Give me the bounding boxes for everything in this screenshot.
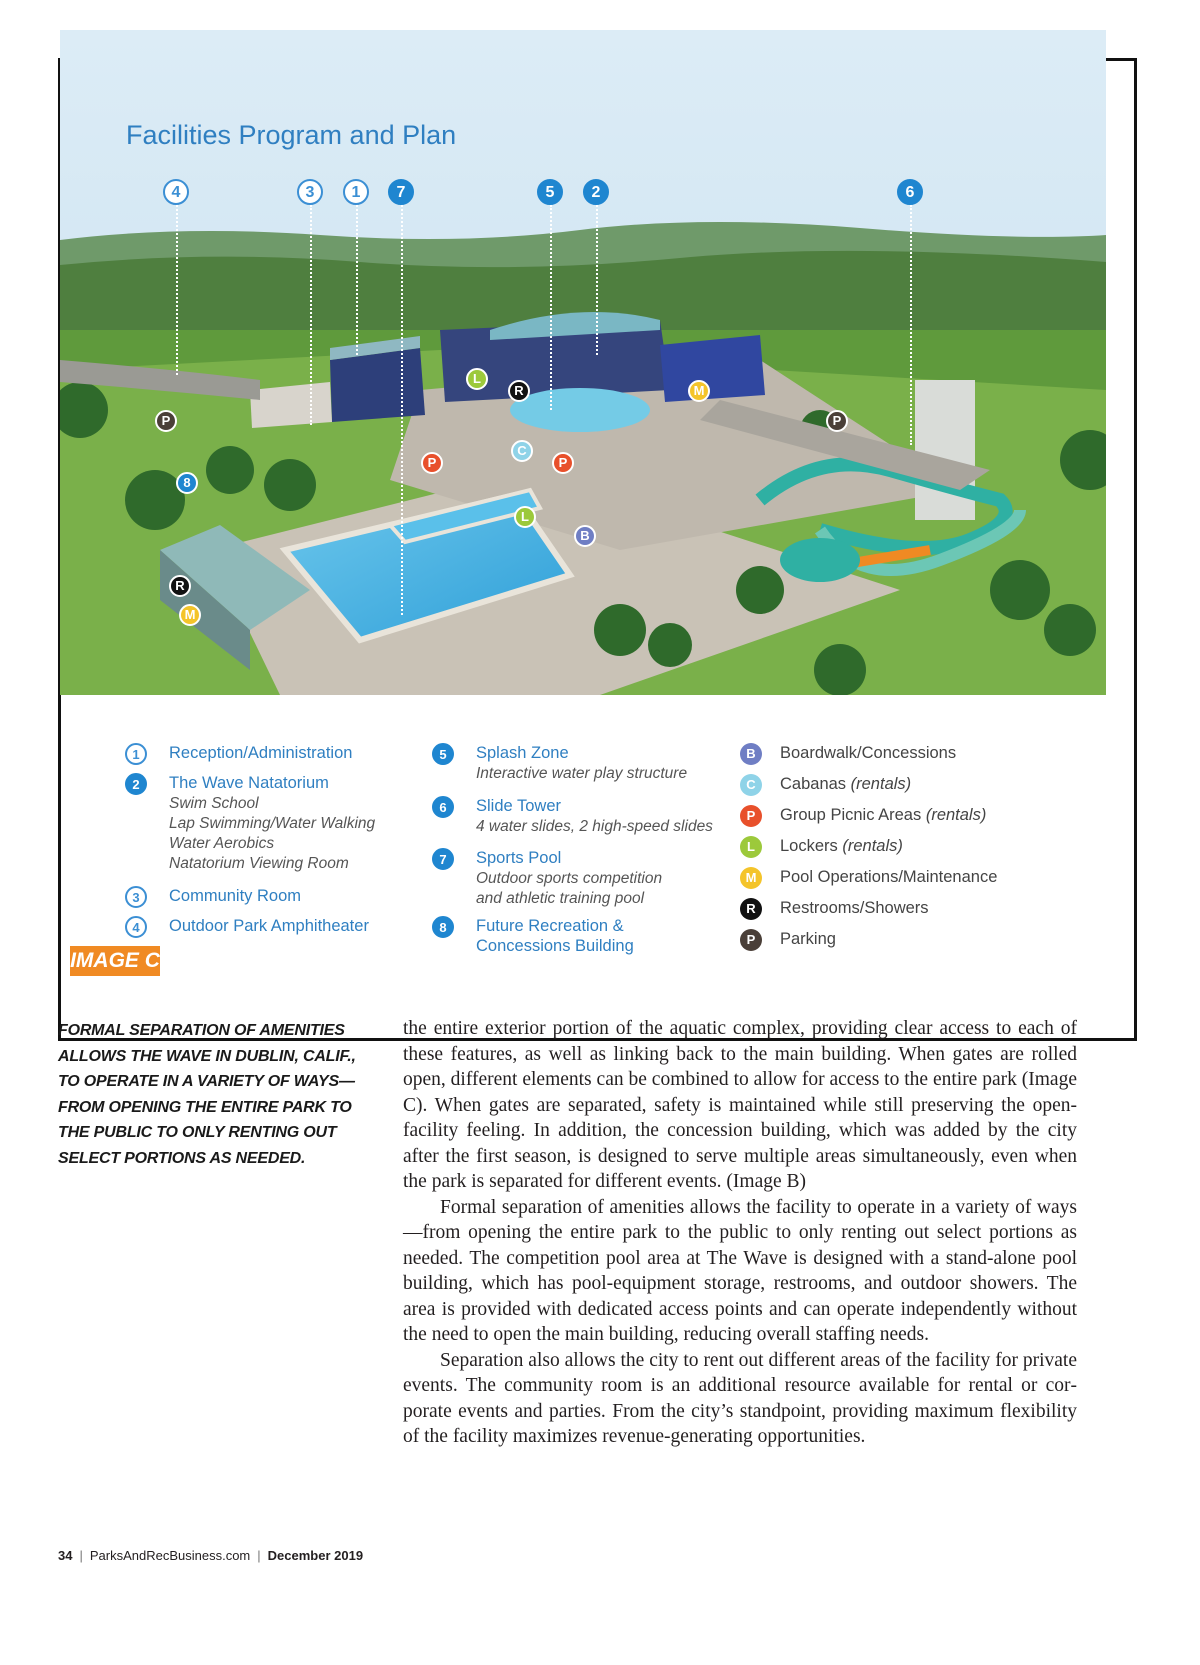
footer-site: ParksAndRecBusiness.com	[89, 1548, 251, 1563]
legend-title: Future Recreation &	[476, 917, 624, 935]
map-marker-picnic: P	[421, 452, 443, 474]
caption-line: ALLOWS THE WAVE IN DUBLIN, CALIF.,	[58, 1047, 356, 1065]
map-marker-lockers: L	[514, 506, 536, 528]
map-marker-8: 8	[176, 472, 198, 494]
legend-title: Sports Pool	[476, 849, 562, 867]
leader-line	[596, 205, 598, 355]
map-marker-lockers: L	[466, 368, 488, 390]
legend-text: Pool Operations/Maintenance	[780, 868, 998, 886]
pin-marker: 2	[583, 179, 609, 205]
pin-marker: 3	[297, 179, 323, 205]
pin-marker: 4	[163, 179, 189, 205]
map-marker-cabanas: C	[511, 440, 533, 462]
page-footer	[58, 1548, 363, 1563]
legend-number-badge: 3	[125, 886, 147, 908]
legend-text: Lockers (rentals)	[780, 837, 903, 855]
legend-title: Splash Zone	[476, 744, 569, 762]
map-marker-maintenance: M	[179, 604, 201, 626]
legend-letter-badge: P	[740, 805, 762, 827]
legend-letter-badge: M	[740, 867, 762, 889]
leader-line	[356, 205, 358, 355]
legend-number-badge: 5	[432, 743, 454, 765]
map-marker-restrooms: R	[169, 575, 191, 597]
legend-number-badge: 7	[432, 848, 454, 870]
map-marker-picnic: P	[552, 452, 574, 474]
legend-title: Concessions Building	[476, 937, 634, 955]
pin-marker: 6	[897, 179, 923, 205]
legend-text: Cabanas (rentals)	[780, 775, 912, 793]
legend-letter-badge: L	[740, 836, 762, 858]
legend-letter-badge: P	[740, 929, 762, 951]
caption-line: SELECT PORTIONS AS NEEDED.	[58, 1149, 306, 1167]
legend-subtitle: Swim School	[169, 795, 259, 812]
map-marker-restrooms: R	[508, 380, 530, 402]
leader-line	[176, 205, 178, 375]
pin-marker: 1	[343, 179, 369, 205]
legend-letter-badge: R	[740, 898, 762, 920]
legend-title: Outdoor Park Amphitheater	[169, 917, 369, 935]
map-marker-parking: P	[155, 410, 177, 432]
legend-subtitle: Natatorium Viewing Room	[169, 855, 349, 872]
caption-line: FORMAL SEPARATION OF AMENITIES	[58, 1022, 345, 1039]
legend-letter-badge: B	[740, 743, 762, 765]
pin-marker: 7	[388, 179, 414, 205]
legend-text: Boardwalk/Concessions	[780, 744, 957, 762]
footer-separator: |	[79, 1548, 83, 1563]
pin-marker: 5	[537, 179, 563, 205]
leader-line	[401, 205, 403, 615]
legend-subtitle: Outdoor sports competition	[476, 870, 663, 887]
footer-separator: |	[257, 1548, 261, 1563]
caption-line: TO OPERATE IN A VARIETY OF WAYS—	[58, 1073, 355, 1090]
footer-date: December 2019	[267, 1548, 364, 1563]
legend-text: Group Picnic Areas (rentals)	[780, 806, 987, 824]
leader-line	[910, 205, 912, 445]
legend-title: The Wave Natatorium	[169, 774, 329, 792]
figure-title: Facilities Program and Plan	[126, 120, 457, 150]
legend-subtitle: Water Aerobics	[169, 835, 275, 852]
legend-subtitle: Interactive water play structure	[476, 765, 688, 782]
article-paragraph: Formal separation of amenities allows the facility to operate in a variety of ways—from opening the entire park to the public to only renting out select portions as needed. The competition pool area at The Wave is designed with a stand-alone pool building, which has pool-equipment storage, restrooms, and outdoor showers. The area is provided with dedicated access points and can operate independently without the need to open the main building, reducing overall staffing needs.	[403, 1196, 1077, 1345]
legend-number-badge: 8	[432, 916, 454, 938]
article-body	[403, 1016, 1077, 1450]
leader-line	[310, 205, 312, 425]
map-marker-boardwalk: B	[574, 525, 596, 547]
image-label: IMAGE C	[70, 946, 160, 976]
legend-subtitle: Lap Swimming/Water Walking	[169, 815, 376, 832]
legend-number-badge: 2	[125, 773, 147, 795]
caption-line: FROM OPENING THE ENTIRE PARK TO	[58, 1098, 352, 1116]
legend-text: Parking	[780, 930, 836, 948]
legend-text: Restrooms/Showers	[780, 899, 929, 917]
article-paragraph: Separation also allows the city to rent out different areas of the facility for private events. The community room is an additional resource available for rental or corporate events and parties. From the city’s standpoint, providing maximum flexibility of the facility maximizes revenue-generating opportunities.	[403, 1349, 1077, 1447]
legend-title: Slide Tower	[476, 797, 561, 815]
legend-subtitle: 4 water slides, 2 high-speed slides	[476, 818, 713, 835]
legend-number-badge: 1	[125, 743, 147, 765]
caption-line: THE PUBLIC TO ONLY RENTING OUT	[58, 1124, 337, 1141]
legend-number-badge: 6	[432, 796, 454, 818]
page-number: 34	[58, 1548, 73, 1563]
article-paragraph: the entire exterior portion of the aquatic complex, providing clear access to each of these features, as well as linking back to the main building. When gates are rolled open, different elements can be combined to allow for access to the entire park (Image C). When gates are separated, safety is maintained while still preserving the open-facility feeling. In addition, the concession building, which was added by the city after the first season, is designed to serve multiple areas simultaneously, even when the park is separated for different events. (Image B)	[403, 1018, 1077, 1192]
legend-subtitle: and athletic training pool	[476, 890, 645, 907]
legend-number-badge: 4	[125, 916, 147, 938]
leader-line	[550, 205, 552, 410]
photo-caption	[58, 1018, 358, 1171]
map-marker-parking: P	[826, 410, 848, 432]
legend-letter-badge: C	[740, 774, 762, 796]
legend-title: Reception/Administration	[169, 744, 353, 762]
legend-title: Community Room	[169, 887, 302, 905]
map-marker-maintenance: M	[688, 380, 710, 402]
